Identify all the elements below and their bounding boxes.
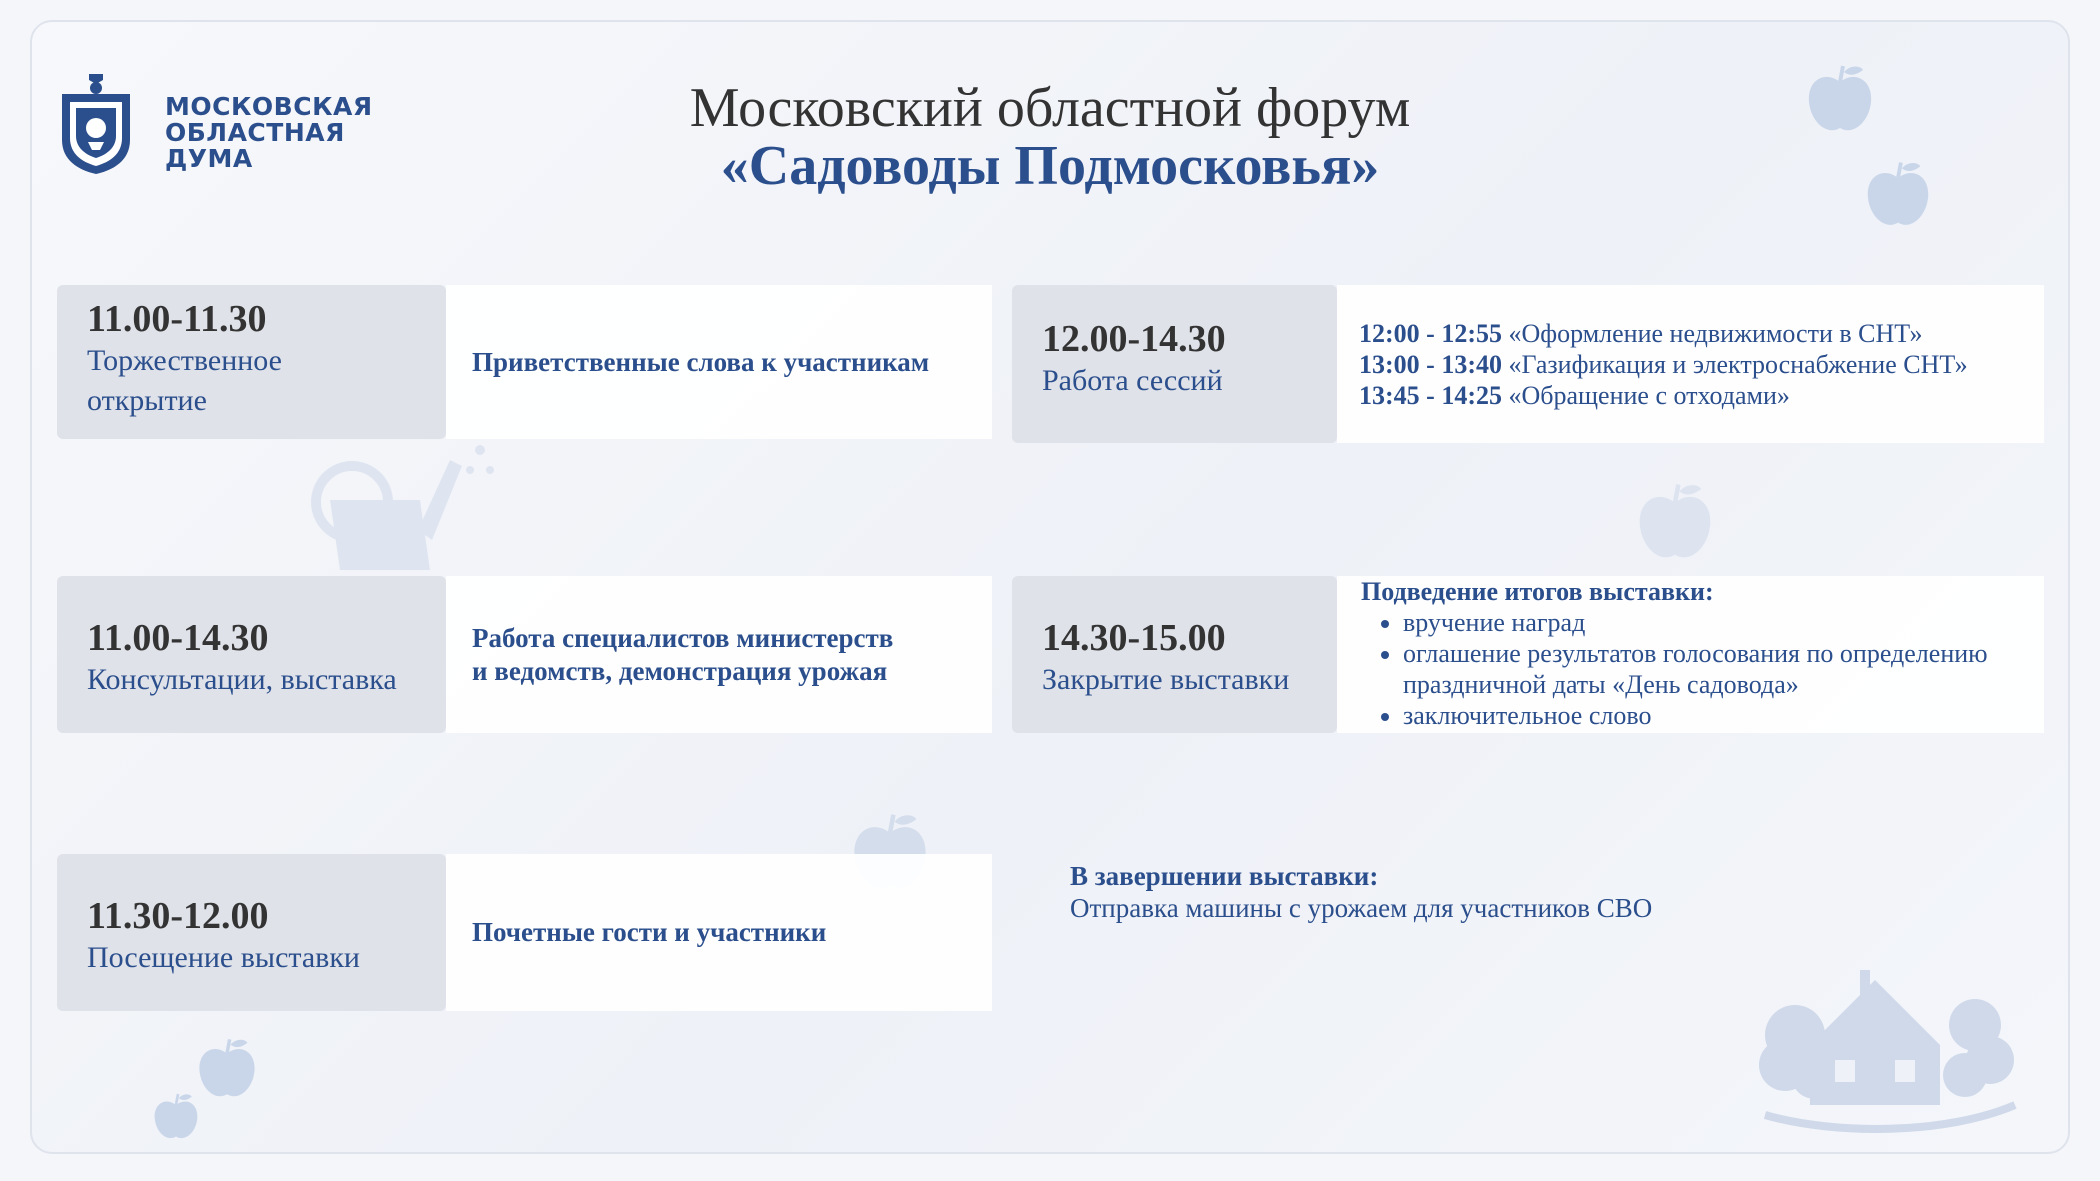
time-label: 14.30-15.00 xyxy=(1042,617,1226,659)
event-label: Посещение выставки xyxy=(87,941,360,974)
event-label: открытие xyxy=(87,384,207,417)
desc-block-visit xyxy=(446,854,992,1011)
session-title: «Оформление недвижимости в СНТ» xyxy=(1508,318,1923,348)
session-item xyxy=(1359,349,2044,380)
session-time: 13:00 - 13:40 xyxy=(1359,349,1502,379)
time-label: 11.00-11.30 xyxy=(87,298,267,340)
desc-block-consult xyxy=(446,576,992,733)
time-label: 12.00-14.30 xyxy=(1042,318,1226,360)
end-note-heading: В завершении выставки: xyxy=(1070,861,1379,891)
end-note-text: Отправка машины с урожаем для участников СВО xyxy=(1070,893,1653,923)
page-title xyxy=(560,77,1540,197)
event-label: Закрытие выставки xyxy=(1042,663,1290,696)
session-time: 13:45 - 14:25 xyxy=(1359,380,1502,410)
event-description: Приветственные слова к участникам xyxy=(472,346,930,377)
title-line-1: Московский областной форум xyxy=(689,77,1411,139)
event-label: Консультации, выставка xyxy=(87,663,397,696)
desc-block-sessions xyxy=(1337,285,2044,443)
event-description: Почетные гости и участники xyxy=(472,917,827,947)
apple-icon xyxy=(1805,62,1875,137)
coat-of-arms-logo xyxy=(56,70,136,176)
list-item: • вручение наград xyxy=(1403,607,2044,638)
apple-icon xyxy=(152,1090,200,1144)
logo-line: ДУМА xyxy=(165,144,253,173)
event-label: Торжественное xyxy=(87,344,282,377)
session-title: «Обращение с отходами» xyxy=(1508,380,1790,410)
session-time: 12:00 - 12:55 xyxy=(1359,318,1502,348)
session-item xyxy=(1359,318,2044,349)
time-block-consult xyxy=(57,576,446,733)
closing-heading: Подведение итогов выставки: xyxy=(1361,577,1714,606)
apple-icon xyxy=(1635,480,1715,565)
session-title: «Газификация и электроснабжение СНТ» xyxy=(1508,349,1968,379)
watering-can-icon xyxy=(300,440,510,580)
apple-icon xyxy=(1864,155,1932,235)
time-block-visit xyxy=(57,854,446,1011)
logo-line: МОСКОВСКАЯ xyxy=(165,92,373,121)
desc-block-opening xyxy=(446,285,992,439)
time-label: 11.30-12.00 xyxy=(87,895,269,937)
end-note xyxy=(1070,860,1652,924)
logo-line: ОБЛАСТНАЯ xyxy=(165,118,345,147)
list-item: • заключительное слово xyxy=(1403,700,2044,731)
event-description: и ведомств, демонстрация урожая xyxy=(472,655,888,686)
house-icon xyxy=(1755,965,2025,1135)
time-block-opening xyxy=(57,285,446,439)
event-description: Работа специалистов министерств xyxy=(472,622,894,653)
desc-block-closing xyxy=(1337,576,2044,733)
apple-icon xyxy=(196,1034,258,1104)
list-item: • оглашение результатов голосования по определению праздничной даты «День садовода» xyxy=(1403,638,2044,700)
time-block-sessions xyxy=(1012,285,1337,443)
event-label: Работа сессий xyxy=(1042,364,1223,397)
logo-text xyxy=(165,94,373,172)
time-block-closing xyxy=(1012,576,1337,733)
title-line-2: «Садоводы Подмосковья» xyxy=(720,135,1380,197)
session-item xyxy=(1359,380,2044,411)
closing-list xyxy=(1361,607,2044,731)
time-label: 11.00-14.30 xyxy=(87,617,269,659)
